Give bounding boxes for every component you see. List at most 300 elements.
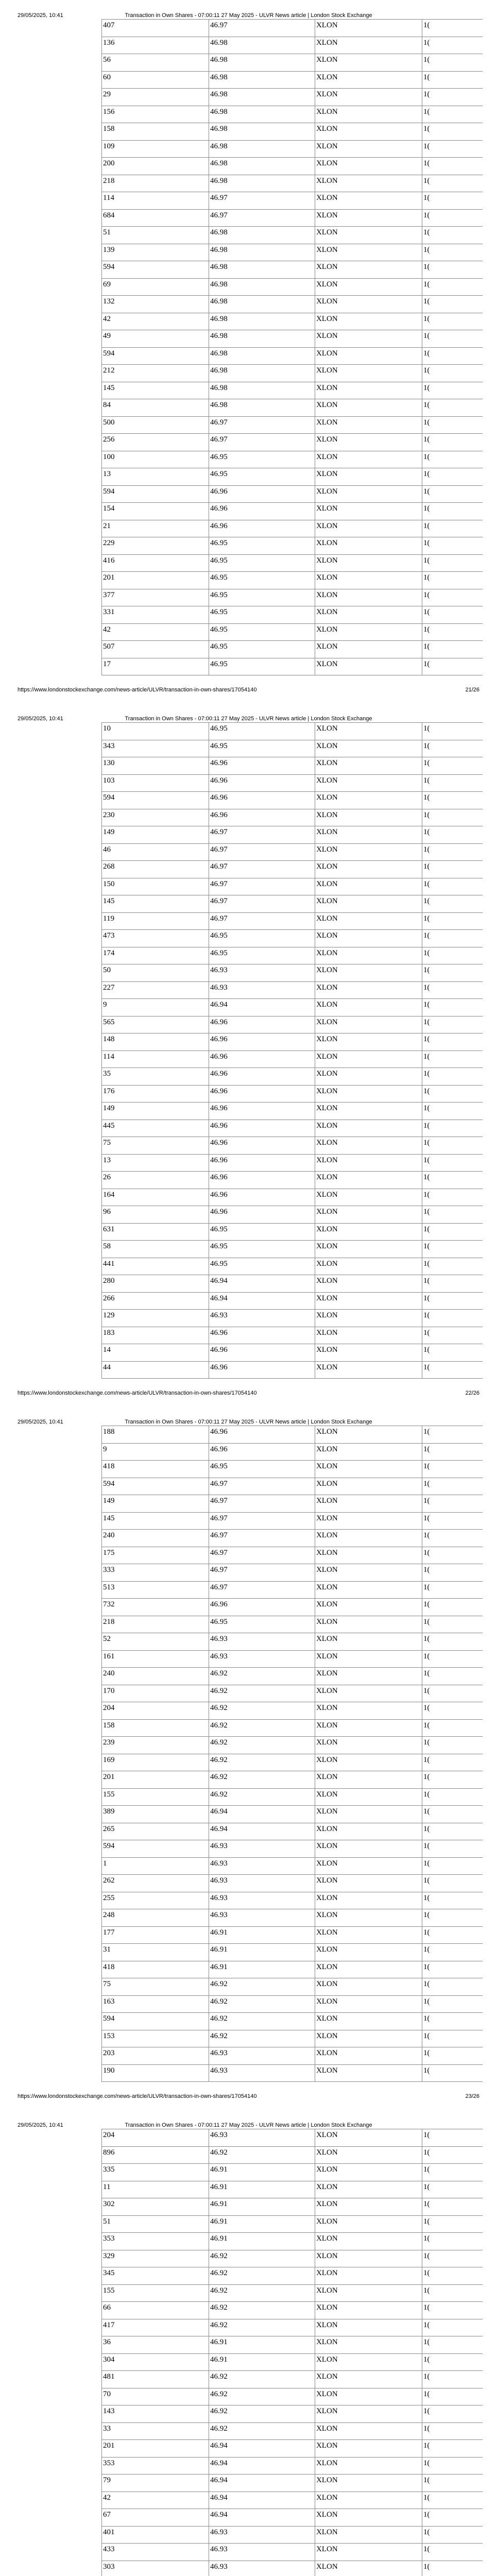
venue-cell: XLON	[315, 1944, 422, 1961]
price-cell: 46.98	[209, 330, 315, 348]
venue-cell: XLON	[315, 1737, 422, 1754]
price-cell: 46.98	[209, 382, 315, 399]
price-cell: 46.97	[209, 895, 315, 913]
table-row	[102, 2475, 483, 2492]
table-row	[102, 1258, 483, 1275]
table-row	[102, 1154, 483, 1172]
page-header	[18, 716, 479, 722]
volume-cell: 56	[102, 54, 209, 72]
volume-cell: 303	[102, 2561, 209, 2576]
time-cell: 1(	[422, 313, 483, 330]
time-cell: 1(	[422, 347, 483, 365]
volume-cell: 255	[102, 1892, 209, 1909]
table-row	[102, 1909, 483, 1927]
price-cell: 46.98	[209, 365, 315, 382]
time-cell: 1(	[422, 1926, 483, 1944]
volume-cell: 896	[102, 2146, 209, 2164]
price-cell: 46.92	[209, 2284, 315, 2302]
price-cell: 46.95	[209, 554, 315, 572]
price-cell: 46.96	[209, 774, 315, 792]
volume-cell: 268	[102, 861, 209, 878]
volume-cell: 13	[102, 468, 209, 486]
time-cell: 1(	[422, 2047, 483, 2065]
price-cell: 46.96	[209, 757, 315, 775]
price-cell: 46.93	[209, 2526, 315, 2544]
volume-cell: 136	[102, 37, 209, 54]
time-cell: 1(	[422, 623, 483, 641]
price-cell: 46.92	[209, 2371, 315, 2388]
time-cell: 1(	[422, 1754, 483, 1771]
time-cell: 1(	[422, 878, 483, 895]
volume-cell: 345	[102, 2267, 209, 2285]
table-row	[102, 1512, 483, 1530]
price-cell: 46.98	[209, 261, 315, 279]
table-row	[102, 451, 483, 468]
venue-cell: XLON	[315, 451, 422, 468]
volume-cell: 36	[102, 2336, 209, 2354]
price-cell: 46.96	[209, 1120, 315, 1137]
venue-cell: XLON	[315, 2129, 422, 2147]
venue-cell: XLON	[315, 382, 422, 399]
volume-cell: 163	[102, 1995, 209, 2013]
time-cell: 1(	[422, 2561, 483, 2576]
time-cell: 1(	[422, 2388, 483, 2405]
price-cell: 46.94	[209, 2457, 315, 2475]
table-row	[102, 278, 483, 296]
transactions-table-container	[101, 2129, 483, 2576]
table-row	[102, 1978, 483, 1996]
volume-cell: 507	[102, 641, 209, 658]
table-row	[102, 2319, 483, 2336]
venue-cell: XLON	[315, 606, 422, 624]
venue-cell: XLON	[315, 399, 422, 417]
price-cell: 46.92	[209, 1754, 315, 1771]
venue-cell: XLON	[315, 2146, 422, 2164]
volume-cell: 143	[102, 2405, 209, 2423]
table-row	[102, 503, 483, 520]
price-cell: 46.96	[209, 1033, 315, 1051]
price-cell: 46.98	[209, 313, 315, 330]
time-cell: 1(	[422, 1685, 483, 1702]
price-cell: 46.96	[209, 1137, 315, 1155]
price-cell: 46.92	[209, 2405, 315, 2423]
volume-cell: 164	[102, 1189, 209, 1206]
venue-cell: XLON	[315, 1892, 422, 1909]
volume-cell: 248	[102, 1909, 209, 1927]
table-row	[102, 1892, 483, 1909]
table-row	[102, 2215, 483, 2233]
time-cell: 1(	[422, 2422, 483, 2440]
table-row	[102, 261, 483, 279]
transactions-table	[101, 722, 483, 1379]
volume-cell: 201	[102, 2440, 209, 2458]
price-cell: 46.94	[209, 2440, 315, 2458]
table-row	[102, 2336, 483, 2354]
source-url: https://www.londonstockexchange.com/news-article/ULVR/transaction-in-own-shares/17054140	[18, 1390, 257, 1396]
table-row	[102, 347, 483, 365]
time-cell: 1(	[422, 1461, 483, 1478]
time-cell: 1(	[422, 175, 483, 192]
price-cell: 46.95	[209, 606, 315, 624]
transactions-table-container	[101, 722, 483, 1383]
page-footer	[18, 687, 479, 693]
volume-cell: 329	[102, 2250, 209, 2267]
venue-cell: XLON	[315, 1512, 422, 1530]
venue-cell: XLON	[315, 1050, 422, 1068]
table-row	[102, 792, 483, 809]
volume-cell: 11	[102, 2181, 209, 2198]
volume-cell: 441	[102, 1258, 209, 1275]
venue-cell: XLON	[315, 826, 422, 844]
time-cell: 1(	[422, 158, 483, 175]
volume-cell: 433	[102, 2544, 209, 2561]
table-row	[102, 1754, 483, 1771]
venue-cell: XLON	[315, 947, 422, 964]
volume-cell: 227	[102, 981, 209, 999]
table-row	[102, 723, 483, 740]
time-cell: 1(	[422, 826, 483, 844]
table-row	[102, 1995, 483, 2013]
price-cell: 46.98	[209, 227, 315, 244]
price-cell: 46.96	[209, 1344, 315, 1362]
venue-cell: XLON	[315, 175, 422, 192]
time-cell: 1(	[422, 1909, 483, 1927]
price-cell: 46.93	[209, 981, 315, 999]
table-row	[102, 878, 483, 895]
time-cell: 1(	[422, 2250, 483, 2267]
time-cell: 1(	[422, 1771, 483, 1789]
price-cell: 46.92	[209, 1978, 315, 1996]
table-row	[102, 623, 483, 641]
price-cell: 46.95	[209, 1223, 315, 1241]
volume-cell: 335	[102, 2164, 209, 2181]
time-cell: 1(	[422, 1361, 483, 1379]
price-cell: 46.95	[209, 1258, 315, 1275]
price-cell: 46.96	[209, 1599, 315, 1616]
venue-cell: XLON	[315, 2267, 422, 2285]
volume-cell: 119	[102, 912, 209, 930]
table-row	[102, 227, 483, 244]
volume-cell: 49	[102, 330, 209, 348]
table-row	[102, 1633, 483, 1651]
volume-cell: 229	[102, 537, 209, 555]
volume-cell: 67	[102, 2509, 209, 2527]
venue-cell: XLON	[315, 1995, 422, 2013]
time-cell: 1(	[422, 37, 483, 54]
venue-cell: XLON	[315, 2422, 422, 2440]
price-cell: 46.97	[209, 1547, 315, 1564]
volume-cell: 417	[102, 2319, 209, 2336]
price-cell: 46.96	[209, 1016, 315, 1033]
time-cell: 1(	[422, 278, 483, 296]
venue-cell: XLON	[315, 623, 422, 641]
price-cell: 46.98	[209, 175, 315, 192]
volume-cell: 33	[102, 2422, 209, 2440]
table-row	[102, 1771, 483, 1789]
venue-cell: XLON	[315, 2250, 422, 2267]
volume-cell: 155	[102, 2284, 209, 2302]
time-cell: 1(	[422, 382, 483, 399]
volume-cell: 218	[102, 1616, 209, 1633]
table-row	[102, 2129, 483, 2147]
venue-cell: XLON	[315, 1771, 422, 1789]
table-row	[102, 140, 483, 158]
table-row	[102, 572, 483, 589]
volume-cell: 66	[102, 2302, 209, 2319]
venue-cell: XLON	[315, 227, 422, 244]
venue-cell: XLON	[315, 1581, 422, 1599]
price-cell: 46.97	[209, 209, 315, 227]
volume-cell: 401	[102, 2526, 209, 2544]
volume-cell: 129	[102, 1310, 209, 1327]
table-row	[102, 843, 483, 861]
table-row	[102, 1327, 483, 1344]
price-cell: 46.96	[209, 1443, 315, 1461]
table-row	[102, 2371, 483, 2388]
time-cell: 1(	[422, 1512, 483, 1530]
price-cell: 46.98	[209, 399, 315, 417]
price-cell: 46.91	[209, 2353, 315, 2371]
table-row	[102, 2302, 483, 2319]
time-cell: 1(	[422, 2181, 483, 2198]
price-cell: 46.97	[209, 1564, 315, 1582]
table-row	[102, 1685, 483, 1702]
time-cell: 1(	[422, 658, 483, 675]
venue-cell: XLON	[315, 1292, 422, 1310]
table-row	[102, 2388, 483, 2405]
time-cell: 1(	[422, 2013, 483, 2030]
time-cell: 1(	[422, 912, 483, 930]
source-url: https://www.londonstockexchange.com/news-article/ULVR/transaction-in-own-shares/17054140	[18, 687, 257, 693]
venue-cell: XLON	[315, 2233, 422, 2250]
volume-cell: 9	[102, 1443, 209, 1461]
volume-cell: 114	[102, 1050, 209, 1068]
time-cell: 1(	[422, 1857, 483, 1875]
price-cell: 46.95	[209, 468, 315, 486]
time-cell: 1(	[422, 999, 483, 1016]
venue-cell: XLON	[315, 1189, 422, 1206]
time-cell: 1(	[422, 1875, 483, 1892]
venue-cell: XLON	[315, 1719, 422, 1737]
venue-cell: XLON	[315, 261, 422, 279]
time-cell: 1(	[422, 2064, 483, 2082]
venue-cell: XLON	[315, 1085, 422, 1103]
time-cell: 1(	[422, 1103, 483, 1120]
volume-cell: 148	[102, 1033, 209, 1051]
time-cell: 1(	[422, 1275, 483, 1293]
time-cell: 1(	[422, 485, 483, 503]
venue-cell: XLON	[315, 1599, 422, 1616]
volume-cell: 407	[102, 20, 209, 37]
time-cell: 1(	[422, 589, 483, 606]
volume-cell: 353	[102, 2457, 209, 2475]
price-cell: 46.92	[209, 2250, 315, 2267]
table-row	[102, 71, 483, 89]
price-cell: 46.98	[209, 140, 315, 158]
price-cell: 46.94	[209, 1275, 315, 1293]
transactions-table	[101, 1426, 483, 2082]
price-cell: 46.96	[209, 1426, 315, 1444]
price-cell: 46.97	[209, 912, 315, 930]
table-row	[102, 330, 483, 348]
time-cell: 1(	[422, 2233, 483, 2250]
source-url: https://www.londonstockexchange.com/news-article/ULVR/transaction-in-own-shares/17054140	[18, 2093, 257, 2099]
volume-cell: 145	[102, 382, 209, 399]
volume-cell: 13	[102, 1154, 209, 1172]
table-row	[102, 2457, 483, 2475]
time-cell: 1(	[422, 20, 483, 37]
venue-cell: XLON	[315, 123, 422, 141]
time-cell: 1(	[422, 757, 483, 775]
volume-cell: 177	[102, 1926, 209, 1944]
venue-cell: XLON	[315, 1650, 422, 1668]
price-cell: 46.97	[209, 1495, 315, 1513]
price-cell: 46.92	[209, 2013, 315, 2030]
venue-cell: XLON	[315, 296, 422, 313]
price-cell: 46.94	[209, 2475, 315, 2492]
price-cell: 46.97	[209, 861, 315, 878]
table-row	[102, 2267, 483, 2285]
venue-cell: XLON	[315, 2457, 422, 2475]
venue-cell: XLON	[315, 347, 422, 365]
time-cell: 1(	[422, 244, 483, 261]
venue-cell: XLON	[315, 1961, 422, 1978]
venue-cell: XLON	[315, 2047, 422, 2065]
venue-cell: XLON	[315, 981, 422, 999]
table-row	[102, 1050, 483, 1068]
price-cell: 46.95	[209, 740, 315, 757]
print-title: Transaction in Own Shares - 07:00:11 27 May 2025 - ULVR News article | London Stock Exchange	[125, 716, 372, 722]
time-cell: 1(	[422, 434, 483, 451]
venue-cell: XLON	[315, 434, 422, 451]
venue-cell: XLON	[315, 964, 422, 982]
venue-cell: XLON	[315, 912, 422, 930]
venue-cell: XLON	[315, 1754, 422, 1771]
print-date: 29/05/2025, 10:41	[18, 716, 63, 722]
time-cell: 1(	[422, 1650, 483, 1668]
table-row	[102, 2422, 483, 2440]
volume-cell: 156	[102, 106, 209, 123]
table-row	[102, 89, 483, 106]
volume-cell: 75	[102, 1978, 209, 1996]
time-cell: 1(	[422, 537, 483, 555]
venue-cell: XLON	[315, 140, 422, 158]
volume-cell: 481	[102, 2371, 209, 2388]
time-cell: 1(	[422, 809, 483, 826]
table-row	[102, 1875, 483, 1892]
time-cell: 1(	[422, 1702, 483, 1720]
table-row	[102, 1495, 483, 1513]
table-row	[102, 537, 483, 555]
price-cell: 46.92	[209, 1702, 315, 1720]
volume-cell: 183	[102, 1327, 209, 1344]
volume-cell: 132	[102, 296, 209, 313]
time-cell: 1(	[422, 1310, 483, 1327]
venue-cell: XLON	[315, 1926, 422, 1944]
time-cell: 1(	[422, 1033, 483, 1051]
time-cell: 1(	[422, 140, 483, 158]
table-row	[102, 106, 483, 123]
table-row	[102, 1702, 483, 1720]
time-cell: 1(	[422, 1581, 483, 1599]
venue-cell: XLON	[315, 1137, 422, 1155]
time-cell: 1(	[422, 416, 483, 434]
price-cell: 46.95	[209, 1241, 315, 1258]
table-row	[102, 1206, 483, 1224]
price-cell: 46.95	[209, 658, 315, 675]
venue-cell: XLON	[315, 485, 422, 503]
venue-cell: XLON	[315, 1806, 422, 1823]
price-cell: 46.95	[209, 451, 315, 468]
time-cell: 1(	[422, 1344, 483, 1362]
price-cell: 46.93	[209, 2047, 315, 2065]
price-cell: 46.95	[209, 572, 315, 589]
venue-cell: XLON	[315, 1033, 422, 1051]
table-row	[102, 1443, 483, 1461]
price-cell: 46.95	[209, 1616, 315, 1633]
price-cell: 46.98	[209, 89, 315, 106]
price-cell: 46.96	[209, 1085, 315, 1103]
venue-cell: XLON	[315, 809, 422, 826]
venue-cell: XLON	[315, 365, 422, 382]
table-row	[102, 313, 483, 330]
table-row	[102, 981, 483, 999]
time-cell: 1(	[422, 964, 483, 982]
volume-cell: 145	[102, 895, 209, 913]
time-cell: 1(	[422, 2302, 483, 2319]
time-cell: 1(	[422, 641, 483, 658]
volume-cell: 51	[102, 227, 209, 244]
venue-cell: XLON	[315, 1823, 422, 1840]
volume-cell: 302	[102, 2198, 209, 2216]
table-row	[102, 1120, 483, 1137]
venue-cell: XLON	[315, 71, 422, 89]
venue-cell: XLON	[315, 2030, 422, 2047]
table-row	[102, 1581, 483, 1599]
volume-cell: 35	[102, 1068, 209, 1086]
volume-cell: 42	[102, 2492, 209, 2509]
time-cell: 1(	[422, 2457, 483, 2475]
table-row	[102, 1292, 483, 1310]
price-cell: 46.96	[209, 1068, 315, 1086]
table-row	[102, 2146, 483, 2164]
table-row	[102, 947, 483, 964]
time-cell: 1(	[422, 2336, 483, 2354]
venue-cell: XLON	[315, 89, 422, 106]
venue-cell: XLON	[315, 1154, 422, 1172]
time-cell: 1(	[422, 1085, 483, 1103]
price-cell: 46.97	[209, 878, 315, 895]
time-cell: 1(	[422, 106, 483, 123]
venue-cell: XLON	[315, 20, 422, 37]
table-row	[102, 1823, 483, 1840]
time-cell: 1(	[422, 1995, 483, 2013]
table-row	[102, 930, 483, 947]
venue-cell: XLON	[315, 1172, 422, 1189]
price-cell: 46.97	[209, 1512, 315, 1530]
volume-cell: 174	[102, 947, 209, 964]
price-cell: 46.97	[209, 416, 315, 434]
venue-cell: XLON	[315, 1426, 422, 1444]
time-cell: 1(	[422, 606, 483, 624]
venue-cell: XLON	[315, 416, 422, 434]
volume-cell: 29	[102, 89, 209, 106]
volume-cell: 377	[102, 589, 209, 606]
volume-cell: 594	[102, 792, 209, 809]
volume-cell: 130	[102, 757, 209, 775]
volume-cell: 175	[102, 1547, 209, 1564]
time-cell: 1(	[422, 1426, 483, 1444]
